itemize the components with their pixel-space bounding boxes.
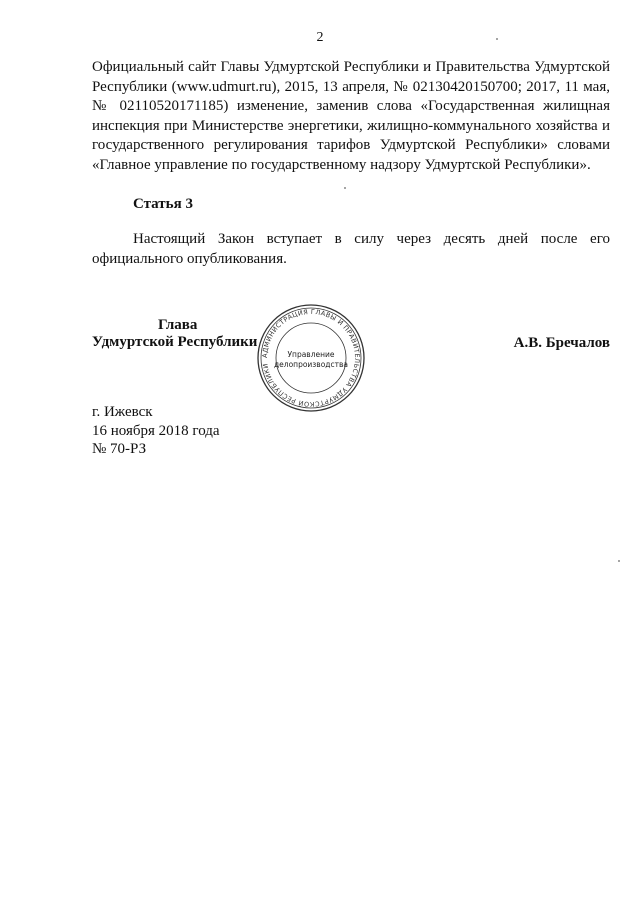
official-seal: [255, 302, 367, 414]
scan-speck: [344, 187, 346, 189]
scan-speck: [618, 560, 620, 562]
scan-speck: [496, 38, 498, 40]
law-number: № 70-РЗ: [92, 441, 147, 457]
article-heading: Статья 3: [133, 196, 193, 212]
date: 16 ноября 2018 года: [92, 422, 220, 439]
page-number: 2: [316, 30, 324, 45]
signature-title-line2: Удмуртской Республики: [92, 334, 258, 350]
signatory-name: А.В. Бречалов: [513, 335, 610, 351]
signature-title-line1: Глава: [158, 317, 198, 333]
body-paragraph: Официальный сайт Главы Удмуртской Республики и Правительства Удмуртской Республики (www.udmurt.ru), 2015, 13 апреля, № 02130420150700; 2017, 11 мая, № 02110520171185) изменение, заменив слова «Государственная жилищная инспекция при Министерстве энергетики, жилищно-коммунального хозяйства и государственного регулирования тарифов Удмуртской Республики» словами «Главное управление по государственному надзору Удмуртской Республики».: [92, 59, 610, 173]
seal-center-line2: делопроизводства: [273, 360, 349, 369]
city: г. Ижевск: [92, 404, 153, 420]
seal-ring-text: АДМИНИСТРАЦИЯ ГЛАВЫ И ПРАВИТЕЛЬСТВА УДМУРТСКОЙ РЕСПУБЛИКИ: [260, 307, 362, 409]
article-text: Настоящий Закон вступает в силу через десять дней после его официального опубликования.: [92, 231, 610, 267]
place-date-block: [92, 403, 220, 459]
seal-center-line1: Управление: [287, 350, 335, 359]
